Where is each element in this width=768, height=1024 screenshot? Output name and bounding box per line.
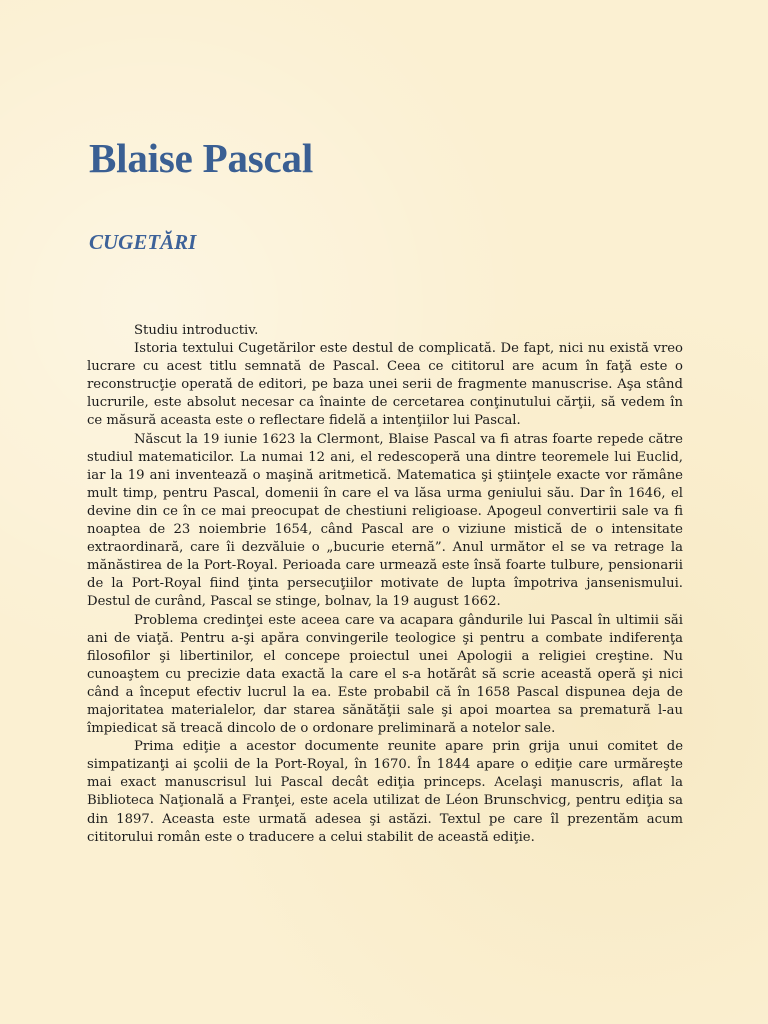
document-body	[87, 322, 683, 847]
page-title: Blaise Pascal	[89, 135, 314, 181]
document-subtitle: CUGETĂRI	[89, 230, 197, 254]
paragraph: Născut la 19 iunie 1623 la Clermont, Blaise Pascal va fi atras foarte repede către studiul matematicilor. La numai 12 ani, el redescoperă una dintre teoremele lui Euclid, iar la 19 ani inventează o maşină aritmetică. Matematica şi ştiinţele exacte vor rămâne mult timp, pentru Pascal, domenii în care el va lăsa urma geniului său. Dar în 1646, el devine din ce în ce mai preocupat de chestiuni religioase. Apogeul convertirii sale va fi noaptea de 23 noiembrie 1654, când Pascal are o viziune mistică de o intensitate extraordinară, care îi dezvăluie o „bucurie eternă”. Anul următor el se va retrage la mănăstirea de la Port-Royal. Perioada care urmează este însă foarte tulbure, pensionarii de la Port-Royal fiind ţinta persecuţiilor motivate de lupta împotriva jansenismului. Destul de curând, Pascal se stinge, bolnav, la 19 august 1662.	[87, 431, 683, 610]
paragraph: Prima ediţie a acestor documente reunite apare prin grija unui comitet de simpatizanţi ai şcolii de la Port-Royal, în 1670. În 1844 apare o ediţie care urmăreşte mai exact manuscrisul lui Pascal decât ediţia princeps. Acelaşi manuscris, aflat la Biblioteca Naţională a Franţei, este acela utilizat de Léon Brunschvicg, pentru ediţia sa din 1897. Aceasta este urmată adesea şi astăzi. Textul pe care îl prezentăm acum cititorului român este o traducere a celui stabilit de această ediţie.	[87, 739, 683, 845]
paragraph: Istoria textului Cugetărilor este destul de complicată. De fapt, nici nu există vreo lucrare cu acest titlu semnată de Pascal. Ceea ce cititorul are acum în faţă este o reconstrucţie operată de editori, pe baza unei serii de fragmente manuscrise. Aşa stând lucrurile, este absolut necesar ca înainte de cercetarea conţinutului cărţii, să vedem în ce măsură aceasta este o reflectare fidelă a intenţiilor lui Pascal.	[87, 341, 683, 429]
paragraph-intro-label: Studiu introductiv.	[134, 323, 259, 338]
paragraph: Problema credinţei este aceea care va acapara gândurile lui Pascal în ultimii săi ani de viaţă. Pentru a-şi apăra convingerile teologice şi pentru a combate indiferenţa filosofilor şi libertinilor, el concepe proiectul unei Apologii a religiei creştine. Nu cunoaştem cu precizie data exactă la care el s-a hotărât să scrie această operă şi nici când a început efectiv lucrul la ea. Este probabil că în 1658 Pascal dispunea deja de majoritatea materialelor, dar starea sănătăţii sale şi apoi moartea sa prematură l-au împiedicat să treacă dincolo de o ordonare preliminară a notelor sale.	[87, 612, 683, 737]
